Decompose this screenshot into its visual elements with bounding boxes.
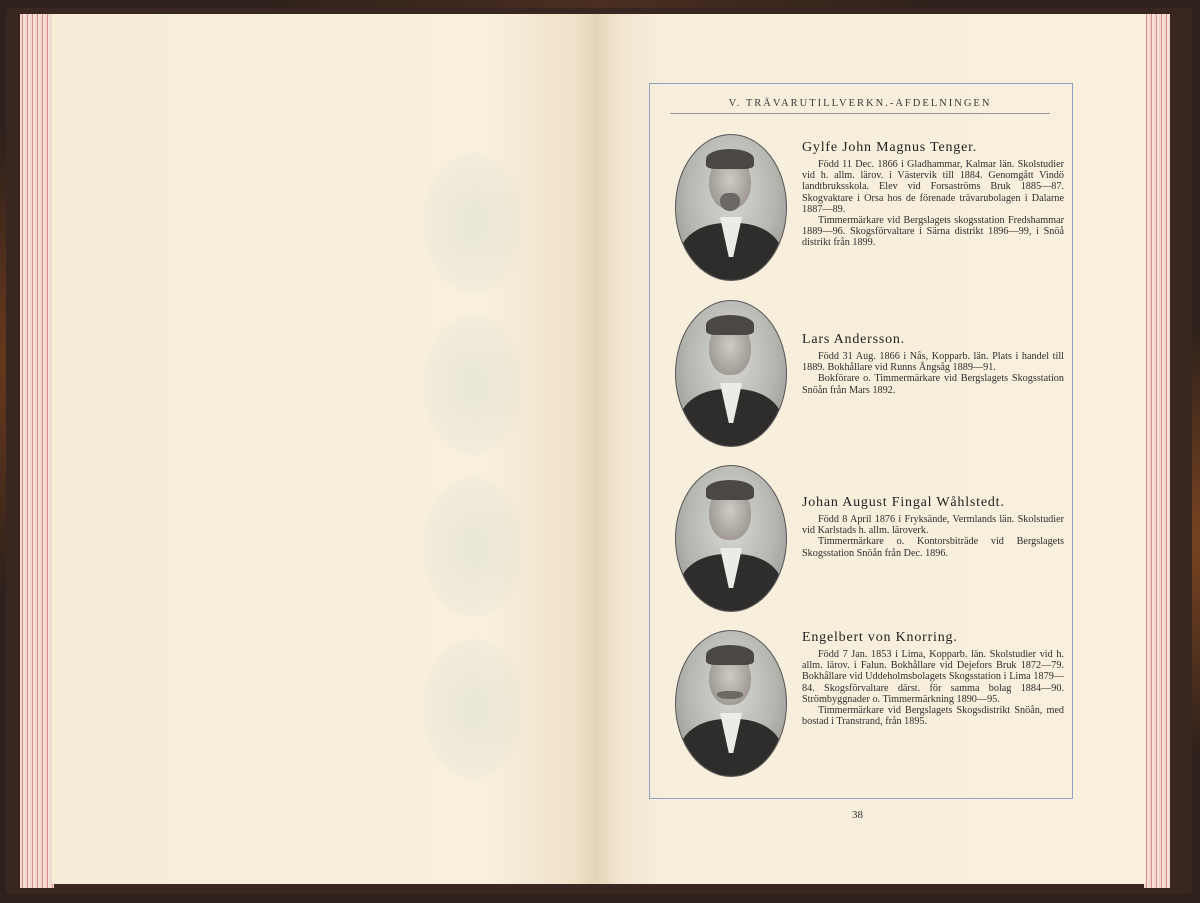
biography-paragraph: Bokförare o. Timmermärkare vid Bergslagets Skogsstation Snöån från Mars 1892. <box>802 373 1064 396</box>
biography-paragraph: Född 11 Dec. 1866 i Gladhammar, Kalmar län. Skolstudier vid h. allm. lärov. i Västervik till 1884. Genomgått Vindö landtbruksskola. Elev vid Forsaströms Bruk 1885—87. Skogvaktare i Orsa hos de förenade trävarubolagen i Dalarne 1887—89. <box>802 159 1064 215</box>
section-title: V. TRÄVARUTILLVERKN.-AFDELNINGEN <box>670 98 1050 114</box>
person-name: Lars Andersson. <box>802 332 905 347</box>
biography-text <box>802 140 1064 249</box>
biography-text <box>802 495 1064 559</box>
biography-paragraph: Född 31 Aug. 1866 i Nås, Kopparb. län. Plats i handel till 1889. Bokhållare vid Runns Ångsåg 1889—91. <box>802 351 1064 374</box>
person-name: Gylfe John Magnus Tenger. <box>802 140 978 155</box>
right-fore-edge <box>1144 14 1170 888</box>
biography-paragraph: Timmermärkare vid Bergslagets Skogsdistrikt Snöån, med bostad i Transtrand, från 1895. <box>802 705 1064 728</box>
biography-text <box>802 332 1064 396</box>
left-page <box>52 14 597 884</box>
portrait-photo <box>675 134 787 281</box>
show-through-portrait <box>422 476 526 618</box>
right-page <box>597 14 1146 884</box>
portrait-photo <box>675 630 787 777</box>
biography-paragraph: Född 8 April 1876 i Fryksände, Vermlands län. Skolstudier vid Karlstads h. allm. läroverk. <box>802 514 1064 537</box>
biography-paragraph: Timmermärkare o. Kontorsbiträde vid Bergslagets Skogsstation Snöån från Dec. 1896. <box>802 536 1064 559</box>
portrait-photo <box>675 465 787 612</box>
portrait-photo <box>675 300 787 447</box>
show-through-portrait <box>422 638 526 780</box>
page-number: 38 <box>852 809 863 821</box>
show-through-portrait <box>422 314 526 456</box>
show-through-portrait <box>422 152 526 294</box>
person-name: Johan August Fingal Wåhlstedt. <box>802 495 1005 510</box>
left-fore-edge <box>20 14 54 888</box>
biography-paragraph: Timmermärkare vid Bergslagets skogsstation Fredshammar 1889—96. Skogsförvaltare i Särna distrikt 1896—99, i Snöå distrikt från 1899. <box>802 215 1064 249</box>
biography-text <box>802 630 1064 727</box>
person-name: Engelbert von Knorring. <box>802 630 958 645</box>
content-frame <box>649 83 1073 799</box>
biography-paragraph: Född 7 Jan. 1853 i Lima, Kopparb. län. Skolstudier vid h. allm. lärov. i Falun. Bokhållare vid Dejefors Bruk 1872—79. Bokhållare vid Uddeholmsbolagets Skogsstation i Lima 1879—84. Skogsförvaltare därst. för samma bolag 1884—90. Strömbyggnader o. Timmermärkning 1890—95. <box>802 649 1064 705</box>
